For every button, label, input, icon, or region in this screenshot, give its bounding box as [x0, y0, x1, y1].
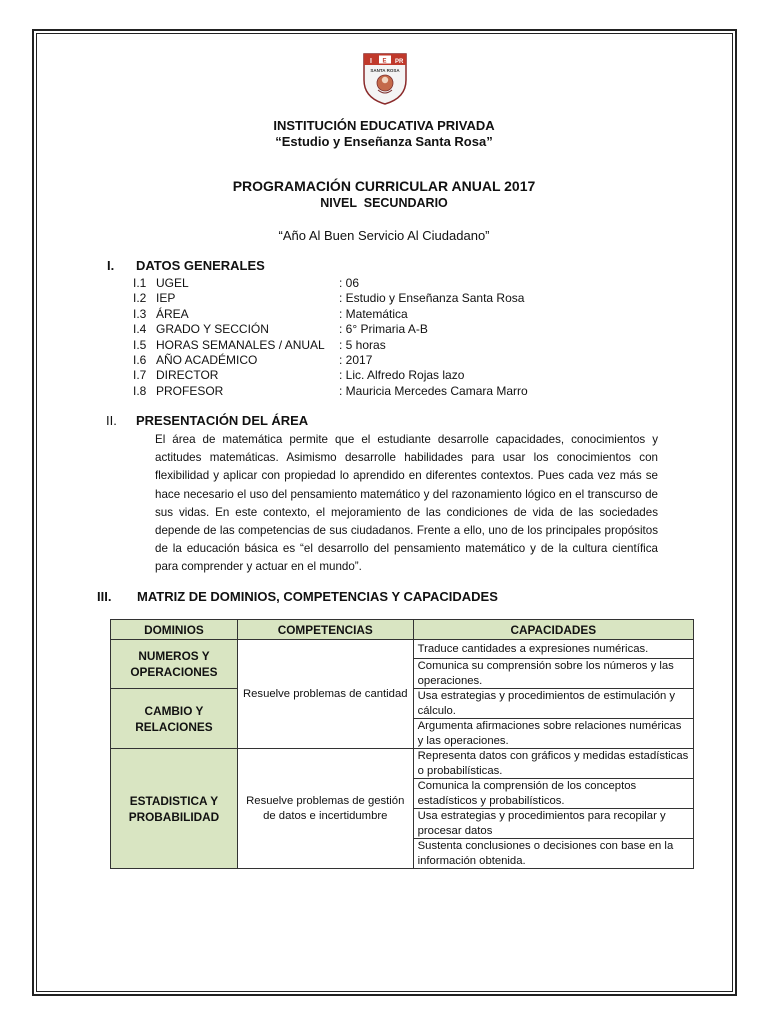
item-value: : 5 horas — [339, 337, 386, 352]
item-value: : Matemática — [339, 306, 408, 321]
item-label: GRADO Y SECCIÓN — [156, 322, 269, 337]
item-number: I.8 — [133, 383, 147, 398]
header-capacities: CAPACIDADES — [413, 620, 693, 640]
item-number: I.1 — [133, 276, 147, 290]
level-title: NIVEL SECUNDARIO — [320, 196, 448, 210]
item-number: I.7 — [133, 368, 147, 383]
item-value: : Mauricia Mercedes Camara Marro — [339, 383, 528, 398]
capacity-cell: Representa datos con gráficos y medidas estadísticas o probabilísticas. — [413, 749, 693, 779]
capacity-cell: Traduce cantidades a expresiones numéricas. — [413, 640, 693, 659]
domain-cell: NUMEROS Y OPERACIONES — [111, 640, 238, 689]
program-title: PROGRAMACIÓN CURRICULAR ANUAL 2017 — [232, 178, 536, 194]
capacity-cell: Usa estrategias y procedimientos para recopilar y procesar datos — [413, 809, 693, 839]
list-item — [0, 276, 768, 291]
item-label: IEP — [156, 291, 176, 306]
svg-text:I: I — [370, 58, 372, 65]
item-number: I.4 — [133, 322, 147, 337]
list-item — [0, 307, 768, 322]
item-label: ÁREA — [156, 306, 189, 321]
svg-text:E: E — [382, 58, 387, 65]
item-label: HORAS SEMANALES / ANUAL — [156, 337, 325, 352]
item-value: : 6° Primaria A-B — [339, 322, 428, 337]
section-2-number: II. — [106, 413, 117, 428]
list-item — [0, 291, 768, 306]
svg-text:SANTA ROSA: SANTA ROSA — [370, 68, 400, 73]
section-1-title: DATOS GENERALES — [136, 258, 265, 273]
list-item — [0, 353, 768, 368]
item-number: I.3 — [133, 306, 147, 321]
domain-cell: CAMBIO Y RELACIONES — [111, 689, 238, 749]
institution-line-1: INSTITUCIÓN EDUCATIVA PRIVADA — [273, 118, 495, 133]
area-presentation-paragraph: El área de matemática permite que el estudiante desarrolle capacidades, conocimientos y actitudes matemáticas. Asimismo desarrolle habilidades para usar los conocimientos con flexibilidad y aplicar con propiedad lo aprendido en diferentes contextos. Pues cada vez más se hace necesario el uso del pensamiento matemático y del razonamiento lógico en el transcurso de sus vidas. En este contexto, el mejoramiento de las condiciones de vida de las sociedades depende de las competencias de sus ciudadanos. Frente a ello, uno de los principales propósitos de la educación básica es “el desarrollo del pensamiento matemático y de la cultura científica para comprender y actuar en el mundo”. — [155, 433, 658, 574]
item-value: : Lic. Alfredo Rojas lazo — [339, 368, 465, 383]
item-value: : 2017 — [339, 353, 373, 367]
section-2-title: PRESENTACIÓN DEL ÁREA — [136, 413, 309, 428]
capacity-cell: Argumenta afirmaciones sobre relaciones numéricas y las operaciones. — [413, 719, 693, 749]
item-number: I.2 — [133, 291, 147, 306]
header-domains: DOMINIOS — [111, 620, 238, 640]
item-label: PROFESOR — [156, 383, 224, 398]
domains-competencies-table — [110, 619, 694, 869]
motto: “Año Al Buen Servicio Al Ciudadano” — [278, 228, 490, 243]
list-item — [0, 368, 768, 383]
svg-text:PR: PR — [395, 59, 404, 65]
capacity-cell: Comunica su comprensión sobre los números y las operaciones. — [413, 659, 693, 689]
table-row — [111, 749, 694, 779]
list-item — [0, 338, 768, 353]
item-label: UGEL — [156, 276, 189, 290]
school-crest-logo — [360, 50, 410, 106]
item-value: : 06 — [339, 276, 360, 290]
table-header-row — [111, 620, 694, 640]
section-3-title: MATRIZ DE DOMINIOS, COMPETENCIAS Y CAPACIDADES — [137, 589, 498, 604]
capacity-cell: Usa estrategias y procedimientos de estimulación y cálculo. — [413, 689, 693, 719]
table-row — [111, 640, 694, 659]
competency-cell: Resuelve problemas de cantidad — [237, 640, 413, 749]
item-label: AÑO ACADÉMICO — [156, 353, 258, 367]
capacity-cell: Sustenta conclusiones o decisiones con base en la información obtenida. — [413, 839, 693, 869]
item-number: I.6 — [133, 353, 147, 367]
header-competencies: COMPETENCIAS — [237, 620, 413, 640]
domain-cell: ESTADISTICA Y PROBABILIDAD — [111, 749, 238, 869]
institution-line-2: “Estudio y Enseñanza Santa Rosa” — [275, 134, 493, 149]
section-3-number: III. — [97, 589, 112, 604]
competency-cell: Resuelve problemas de gestión de datos e incertidumbre — [237, 749, 413, 869]
item-number: I.5 — [133, 337, 147, 352]
capacity-cell: Comunica la comprensión de los conceptos estadísticos y probabilísticos. — [413, 779, 693, 809]
list-item — [0, 384, 768, 399]
section-1-number: I. — [107, 258, 115, 273]
list-item — [0, 322, 768, 337]
item-value: : Estudio y Enseñanza Santa Rosa — [339, 291, 525, 306]
item-label: DIRECTOR — [156, 368, 219, 383]
